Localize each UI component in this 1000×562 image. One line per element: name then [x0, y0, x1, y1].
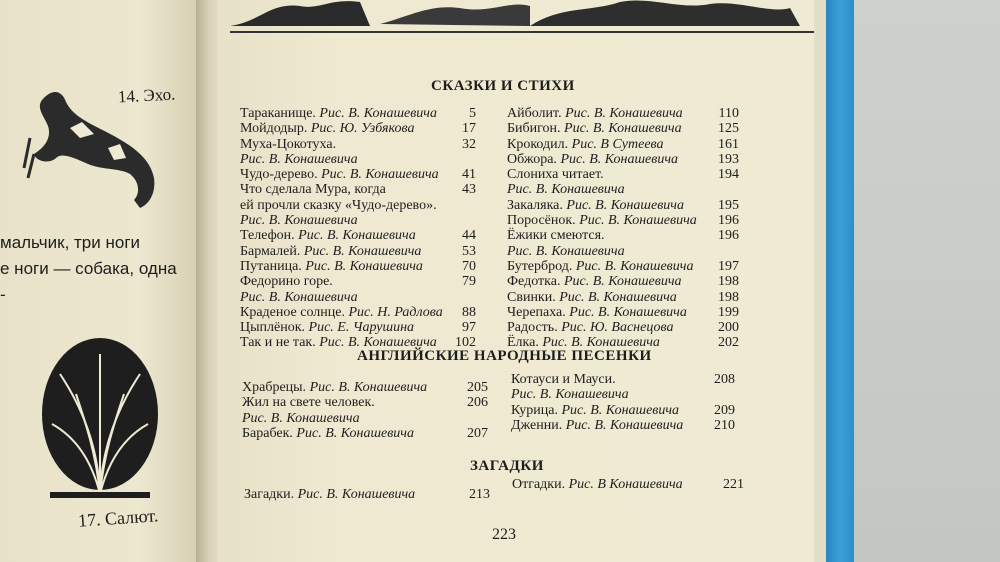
- entry-page-number: 206: [467, 395, 488, 411]
- toc-entry: [242, 426, 488, 441]
- entry-illustrator: Рис. В. Конашевича: [240, 213, 358, 229]
- entry-page-number: 197: [718, 258, 739, 274]
- entry-illustrator: Рис. Ю. Васнецова: [561, 320, 674, 336]
- entry-page-number: 202: [718, 335, 739, 351]
- entry-title: Радость.: [507, 320, 558, 336]
- toc-entry: [242, 395, 488, 410]
- entry-illustrator: Рис. В. Конашевича: [240, 151, 358, 167]
- entry-illustrator: Рис. В. Конашевича: [507, 243, 625, 259]
- entry-title: Храбрецы.: [242, 380, 307, 395]
- entry-page-number: 70: [462, 258, 476, 274]
- toc-entry: [240, 182, 476, 197]
- riddle-line: мальчик, три ноги: [0, 233, 141, 252]
- entry-illustrator: Рис. В. Конашевича: [309, 380, 428, 395]
- entry-title: Бутерброд.: [507, 258, 573, 274]
- entry-page-number: 198: [718, 289, 739, 305]
- section-title: АНГЛИЙСКИЕ НАРОДНЫЕ ПЕСЕНКИ: [357, 348, 652, 364]
- entry-illustrator: Рис. В. Конашевича: [566, 197, 684, 213]
- entry-illustrator: Рис. В. Конашевича: [319, 335, 437, 351]
- entry-title: Слониха читает.: [507, 167, 604, 183]
- entry-illustrator: Рис. В. Конашевича: [579, 213, 697, 229]
- entry-illustrator: Рис. В. Конашевича: [561, 402, 680, 418]
- toc-entry: [507, 290, 739, 305]
- toc-entry: [240, 244, 476, 259]
- toc-entry: [240, 290, 476, 305]
- toc-column-left: [240, 106, 476, 351]
- entry-title: Чудо-дерево.: [240, 167, 318, 183]
- toc-entry: [507, 167, 739, 182]
- toc-entry: [244, 487, 490, 502]
- entry-illustrator: Рис. В. Конашевича: [321, 167, 439, 183]
- entry-title: Мойдодыр.: [240, 121, 308, 137]
- toc-entry: [507, 259, 739, 274]
- entry-title: Муха-Цокотуха.: [240, 136, 337, 152]
- toc-entry: [240, 121, 476, 136]
- entry-page-number: 125: [718, 121, 739, 137]
- entry-illustrator: Рис. В. Конашевича: [564, 121, 682, 137]
- entry-illustrator: Рис. Ю. Узбякова: [310, 121, 415, 137]
- toc-column-left: [244, 487, 490, 502]
- toc-entry: [511, 372, 735, 387]
- entry-page-number: 110: [718, 106, 739, 121]
- toc-entry: [240, 213, 476, 228]
- toc-column-left: [242, 380, 488, 441]
- entry-illustrator: Рис. Н. Радлова: [348, 304, 443, 320]
- entry-page-number: 195: [718, 197, 739, 213]
- entry-illustrator: Рис. В. Конашевича: [542, 335, 660, 351]
- header-illustration: [230, 0, 814, 36]
- entry-illustrator: Рис. В. Конашевича: [563, 274, 682, 290]
- entry-title: Курица.: [511, 402, 558, 418]
- entry-illustrator: Рис. В. Конашевича: [559, 289, 677, 305]
- entry-page-number: 209: [714, 402, 735, 418]
- toc-entry: [240, 320, 476, 335]
- toc-entry: [507, 106, 739, 121]
- toc-entry: [511, 387, 735, 402]
- entry-page-number: 44: [462, 228, 476, 244]
- entry-page-number: 97: [462, 320, 476, 336]
- page-number: 223: [492, 526, 516, 543]
- toc-entry: [240, 106, 476, 121]
- entry-page-number: 17: [462, 121, 476, 137]
- entry-illustrator: Рис. В. Конашевича: [560, 151, 679, 167]
- entry-title: Загадки.: [244, 487, 295, 502]
- entry-illustrator: Рис. В. Конашевича: [575, 258, 694, 274]
- entry-title: ей прочли сказку «Чудо-дерево».: [240, 197, 437, 213]
- entry-page-number: 53: [462, 243, 476, 259]
- entry-title: Бибигон.: [507, 121, 561, 137]
- left-page: [0, 0, 200, 562]
- toc-entry: [507, 320, 739, 335]
- toc-entry: [240, 198, 476, 213]
- entry-illustrator: Рис. В. Конашевича: [297, 487, 416, 502]
- entry-title: Дженни.: [511, 417, 563, 433]
- toc-entry: [507, 228, 739, 243]
- entry-page-number: 193: [718, 151, 739, 167]
- entry-title: Ёжики смеются.: [507, 228, 605, 244]
- toc-entry: [507, 244, 739, 259]
- toc-entry: [240, 167, 476, 182]
- entry-title: Крокодил.: [507, 136, 569, 152]
- entry-illustrator: Рис. В. Конашевича: [569, 304, 687, 320]
- entry-title: Закаляка.: [507, 197, 563, 213]
- toc-entry: [511, 403, 735, 418]
- right-page: [218, 0, 816, 562]
- entry-page-number: 5: [469, 106, 476, 121]
- entry-title: Ёлка.: [507, 335, 539, 351]
- toc-entry: [242, 380, 488, 395]
- entry-title: Так и не так.: [240, 335, 316, 351]
- entry-illustrator: Рис. В Сутеева: [571, 136, 664, 152]
- entry-illustrator: Рис. В. Конашевича: [565, 106, 683, 121]
- section-title: ЗАГАДКИ: [470, 458, 544, 474]
- entry-title: Айболит.: [507, 106, 562, 121]
- toc-entry: [511, 418, 735, 433]
- riddle-line: -: [0, 285, 6, 304]
- toc-entry: [240, 137, 476, 152]
- entry-page-number: 207: [467, 425, 488, 441]
- toc-entry: [507, 274, 739, 289]
- riddle-text: [0, 230, 177, 308]
- entry-title: Цыплёнок.: [240, 320, 306, 336]
- entry-page-number: 210: [714, 417, 735, 433]
- entry-title: Бармалей.: [240, 243, 301, 259]
- entry-title: Что сделала Мура, когда: [240, 182, 386, 198]
- entry-page-number: 88: [462, 304, 476, 320]
- entry-title: Свинки.: [507, 289, 556, 305]
- entry-illustrator: Рис. В. Конашевича: [507, 182, 625, 198]
- toc-column-right: [507, 106, 739, 351]
- entry-page-number: 41: [462, 167, 476, 183]
- entry-page-number: 208: [714, 372, 735, 387]
- entry-title: Федорино горе.: [240, 274, 333, 290]
- entry-title: Федотка.: [507, 274, 561, 290]
- entry-title: Жил на свете человек.: [242, 395, 375, 411]
- book-cover: [826, 0, 854, 562]
- fountain-illustration: [40, 334, 160, 510]
- toc-entry: [240, 259, 476, 274]
- toc-entry: [507, 121, 739, 136]
- caption-echo: 14. Эхо.: [117, 84, 176, 107]
- entry-title: Барабек.: [242, 425, 293, 441]
- toc-entry: [507, 213, 739, 228]
- toc-entry: [240, 305, 476, 320]
- toc-entry: [507, 198, 739, 213]
- toc-entry: [240, 152, 476, 167]
- entry-title: Телефон.: [240, 228, 295, 244]
- entry-illustrator: Рис. В. Конашевича: [319, 106, 437, 121]
- toc-entry: [507, 182, 739, 197]
- entry-page-number: 194: [718, 167, 739, 183]
- entry-title: Краденое солнце.: [240, 304, 345, 320]
- entry-illustrator: Рис. Е. Чарушина: [308, 320, 415, 336]
- toc-entry: [240, 228, 476, 243]
- entry-title: Котауси и Мауси.: [511, 372, 616, 387]
- entry-title: Черепаха.: [507, 304, 566, 320]
- entry-page-number: 200: [718, 320, 739, 336]
- entry-page-number: 79: [462, 274, 476, 290]
- entry-illustrator: Рис. В. Конашевича: [511, 387, 629, 403]
- entry-illustrator: Рис. В. Конашевича: [240, 289, 358, 305]
- entry-page-number: 199: [718, 304, 739, 320]
- entry-title: Отгадки.: [512, 477, 566, 492]
- entry-illustrator: Рис. В. Конашевича: [242, 410, 360, 426]
- section-title: СКАЗКИ И СТИХИ: [431, 78, 575, 94]
- toc-column-right: [512, 477, 744, 492]
- entry-page-number: 213: [469, 487, 490, 502]
- toc-entry: [242, 411, 488, 426]
- entry-illustrator: Рис. В. Конашевича: [296, 425, 414, 441]
- entry-illustrator: Рис. В. Конашевича: [298, 228, 416, 244]
- entry-page-number: 196: [718, 213, 739, 229]
- entry-title: Путаница.: [240, 258, 302, 274]
- toc-column-right: [511, 372, 735, 433]
- entry-title: Обжора.: [507, 151, 557, 167]
- entry-page-number: 43: [462, 182, 476, 198]
- toc-entry: [240, 274, 476, 289]
- entry-illustrator: Рис. В Конашевича: [568, 477, 683, 492]
- entry-illustrator: Рис. В. Конашевича: [565, 417, 684, 433]
- entry-title: Тараканище.: [240, 106, 316, 121]
- page-edge: [814, 0, 826, 562]
- entry-illustrator: Рис. В. Конашевича: [305, 258, 423, 274]
- entry-page-number: 198: [718, 274, 739, 290]
- entry-title: Поросёнок.: [507, 213, 576, 229]
- entry-page-number: 32: [462, 136, 476, 152]
- entry-illustrator: Рис. В. Конашевича: [303, 243, 422, 259]
- toc-entry: [507, 305, 739, 320]
- entry-page-number: 221: [723, 477, 744, 492]
- riddle-line: е ноги — собака, одна: [0, 259, 177, 278]
- toc-entry: [507, 137, 739, 152]
- table-surface: [854, 0, 1000, 562]
- entry-page-number: 205: [467, 380, 488, 395]
- entry-page-number: 161: [718, 136, 739, 152]
- toc-entry: [507, 152, 739, 167]
- toc-entry: [512, 477, 744, 492]
- caption-salute: 17. Салют.: [77, 505, 159, 531]
- entry-page-number: 102: [455, 335, 476, 351]
- entry-page-number: 196: [718, 228, 739, 244]
